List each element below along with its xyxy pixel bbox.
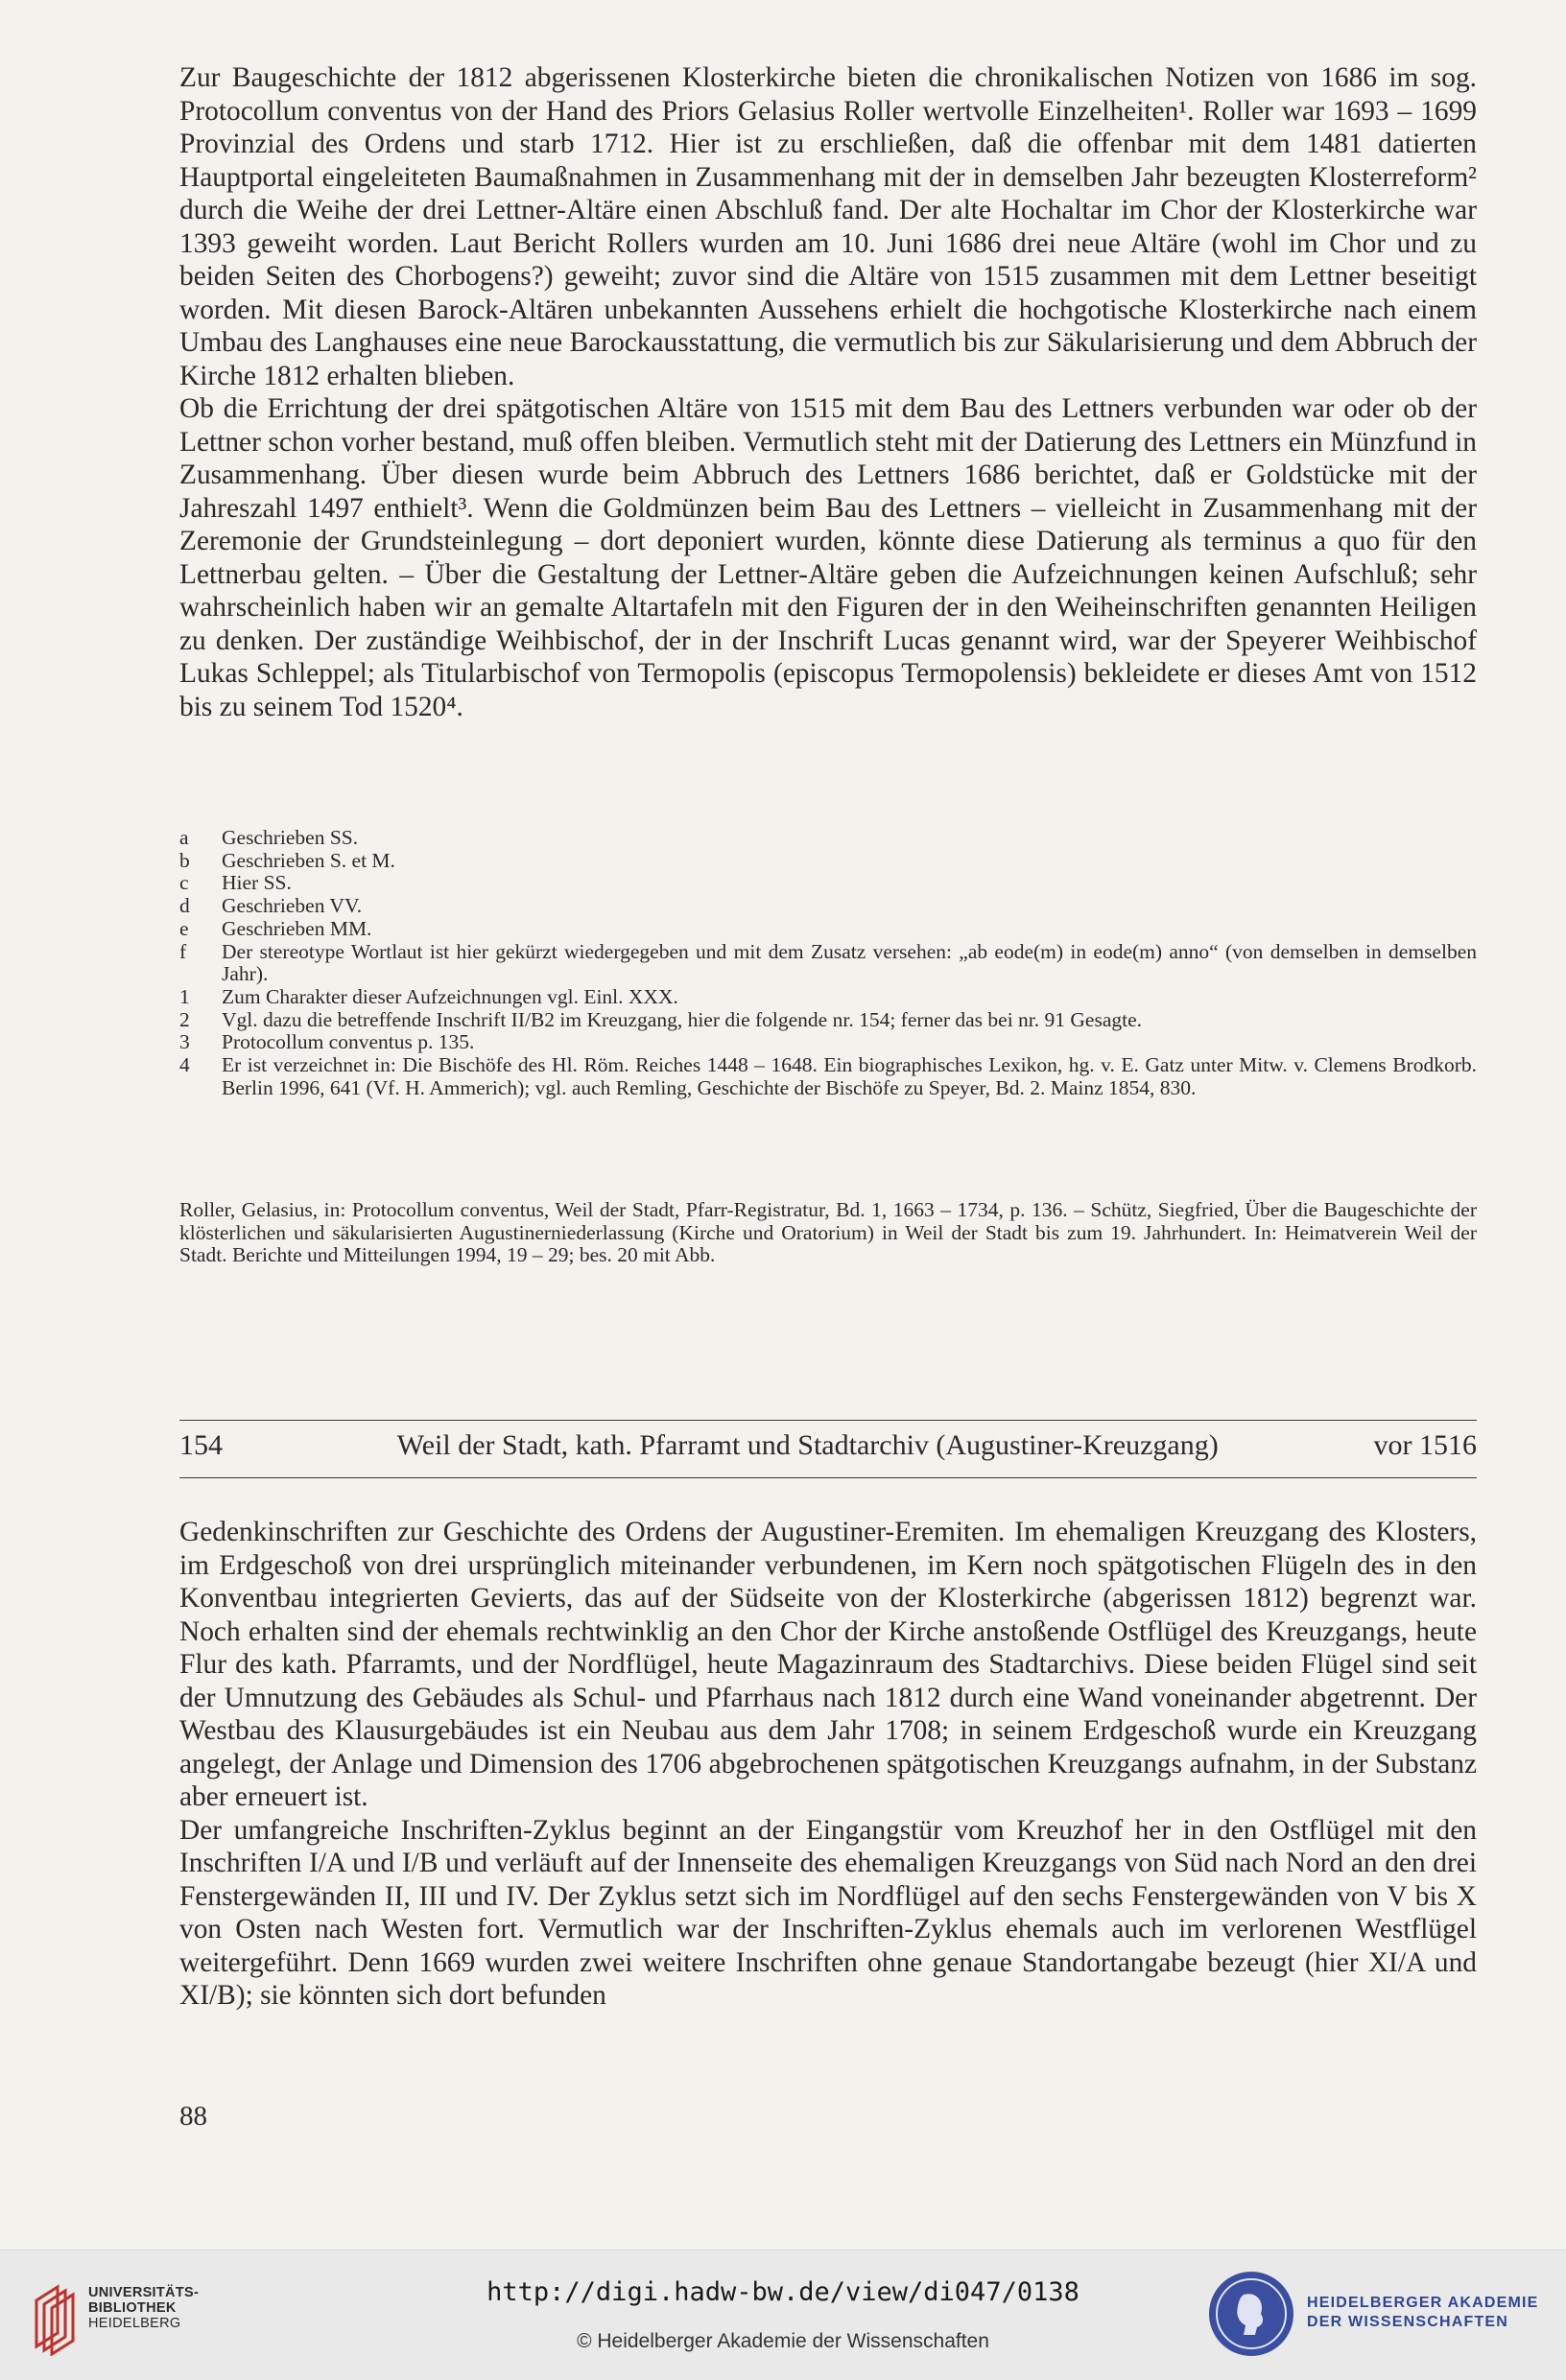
paragraph-gedenkinschriften: Gedenkinschriften zur Geschichte des Ordens der Augustiner-Eremiten. Im ehemaligen Kreuzgang des Klosters, im Erdgeschoß von drei ursprünglich miteinander verbundenen, im Kern noch spätgotischen Flügeln des in den Konventbau integrierten Gevierts, das auf der Südseite von der Klosterkirche (abgerissen 1812) begrenzt war. Noch erhalten sind der ehemals rechtwinklig an den Chor der Kirche anstoßende Ostflügel des Kreuzgangs, heute Flur des kath. Pfarramts, und der Nordflügel, heute Magazinraum des Stadtarchivs. Diese beiden Flügel sind seit der Umnutzung des Gebäudes als Schul- und Pfarrhaus nach 1812 durch eine Wand voneinander abgetrennt. Der Westbau des Klausurgebäudes ist ein Neubau aus dem Jahr 1708; in seinem Erdgeschoß wurde ein Kreuzgang angelegt, der Anlage und Dimension des 1706 abgebrochenen spätgotischen Kreuzgangs aufnahm, in der Substanz aber erneuert ist. bbox=[179, 1517, 1477, 1812]
footnote: b Geschrieben S. et M. bbox=[179, 848, 395, 872]
entry-title: Weil der Stadt, kath. Pfarramt und Stadtarchiv (Augustiner-Kreuzgang) bbox=[396, 1429, 1219, 1461]
footnote: c Hier SS. bbox=[179, 871, 292, 895]
footnote: e Geschrieben MM. bbox=[179, 916, 372, 940]
entry-date: vor 1516 bbox=[1373, 1429, 1477, 1461]
entry-heading bbox=[179, 1429, 1477, 1462]
academy-seal-icon bbox=[1209, 2272, 1293, 2356]
entry-top-rule bbox=[179, 1420, 1477, 1421]
footnote: a Geschrieben SS. bbox=[179, 826, 359, 849]
paragraph-baugeschichte: Zur Baugeschichte der 1812 abgerissenen Klosterkirche bieten die chronikalischen Notizen von 1686 im sog. Protocollum conventus von der Hand des Priors Gelasius Roller wertvolle Einzelheiten¹. Roller war 1693 – 1699 Provinzial des Ordens und starb 1712. Hier ist zu erschließen, daß die offenbar mit dem 1481 datierten Hauptportal eingeleiteten Baumaßnahmen in Zusammenhang mit der in demselben Jahr bezeugten Klosterreform² durch die Weihe der drei Lettner-Altäre einen Abschluß fand. Der alte Hochaltar im Chor der Klosterkirche war 1393 geweiht worden. Laut Bericht Rollers wurden am 10. Juni 1686 drei neue Altäre (wohl im Chor und zu beiden Seiten des Chorbogens?) geweiht; zuvor sind die Altäre von 1515 zusammen mit dem Lettner beseitigt worden. Mit diesen Barock-Altären unbekannten Aussehens erhielt die hochgotische Klosterkirche nach einem Umbau des Langhauses eine neue Barockausstattung, die vermutlich bis zur Säkularisierung und dem Abbruch der Kirche 1812 erhalten blieben. bbox=[179, 62, 1477, 391]
paragraph-zyklus: Der umfangreiche Inschriften-Zyklus beginnt an der Eingangstür vom Kreuzhof her in den Ostflügel mit den Inschriften I/A und I/B und verläuft auf der Innenseite des ehemaligen Kreuzgangs von Süd nach Nord an den drei Fenstergewänden II, III und IV. Der Zyklus setzt sich im Nordflügel auf den sechs Fenstergewänden von V bis X von Osten nach Westen fort. Vermutlich war der Inschriften-Zyklus ehemals auch im verlorenen Westflügel weitergeführt. Denn 1669 wurden zwei weitere Inschriften ohne genaue Standortangabe bezeugt (hier XI/A und XI/B); sie könnten sich dort befunden bbox=[179, 1814, 1477, 2011]
page-number: 88 bbox=[179, 2101, 207, 2132]
academy-name: HEIDELBERGER AKADEMIE DER WISSENSCHAFTEN bbox=[1307, 2295, 1539, 2330]
paragraph-lettner: Ob die Errichtung der drei spätgotischen Altäre von 1515 mit dem Bau des Lettners verbunden war oder ob der Lettner schon vorher bestand, muß offen bleiben. Vermutlich steht mit der Datierung des Lettners ein Münzfund in Zusammenhang. Über diesen wurde beim Abbruch des Lettners 1686 berichtet, daß er Goldstücke mit der Jahreszahl 1497 enthielt³. Wenn die Goldmünzen beim Bau des Lettners – vielleicht in Zusammenhang mit der Zeremonie der Grundsteinlegung – dort deponiert wurden, könnte diese Datierung als terminus a quo für den Lettnerbau gelten. – Über die Gestaltung der Lettner-Altäre geben die Aufzeichnungen keinen Aufschluß; sehr wahrscheinlich haben wir an gemalte Altartafeln mit den Figuren der in den Weiheinschriften genannten Heiligen zu denken. Der zuständige Weihbischof, der in der Inschrift Lucas genannt wird, war der Speyerer Weihbischof Lukas Schleppel; als Titularbischof von Termopolis (episcopus Termopolensis) bekleidete er dieses Amt von 1512 bis zu seinem Tod 1520⁴. bbox=[179, 393, 1477, 722]
lower-text bbox=[179, 1516, 1477, 2013]
bibliography: Roller, Gelasius, in: Protocollum conventus, Weil der Stadt, Pfarr-Registratur, Bd. 1, 1663 – 1734, p. 136. – Schütz, Siegfried, Über die Baugeschichte der klösterlichen und säkularisierten Augustinerniederlassung (Kirche und Oratorium) in Weil der Stadt bis zum 19. Jahrhundert. In: Heimatverein Weil der Stadt. Berichte und Mitteilungen 1994, 19 – 29; bes. 20 mit Abb. bbox=[179, 1198, 1477, 1267]
footnote: f Der stereotype Wortlaut ist hier gekürzt wiedergegeben und mit dem Zusatz versehen: „ab eode(m) in eode(m) anno“ (von demselben in demselben Jahr). bbox=[179, 939, 1477, 986]
footnote: 3 Protocollum conventus p. 135. bbox=[179, 1030, 475, 1054]
library-name: UNIVERSITÄTS- BIBLIOTHEK HEIDELBERG bbox=[88, 2285, 200, 2331]
entry-number: 154 bbox=[179, 1429, 223, 1461]
viewer-footer bbox=[0, 2250, 1566, 2380]
copyright-notice: © Heidelberger Akademie der Wissenschaften bbox=[577, 2330, 989, 2352]
footnote: 4 Er ist verzeichnet in: Die Bischöfe des Hl. Röm. Reiches 1448 – 1648. Ein biographisches Lexikon, hg. v. E. Gatz unter Mitw. v. Clemens Brodkorb. Berlin 1996, 641 (Vf. H. Ammerich); vgl. auch Remling, Geschichte der Bischöfe zu Speyer, Bd. 2. Mainz 1854, 830. bbox=[179, 1053, 1477, 1099]
footnote: d Geschrieben VV. bbox=[179, 894, 363, 918]
entry-bottom-rule bbox=[179, 1477, 1477, 1478]
permalink-url[interactable]: http://digi.hadw-bw.de/view/di047/0138 bbox=[486, 2277, 1080, 2307]
footnote: 1 Zum Charakter dieser Aufzeichnungen vgl. Einl. XXX. bbox=[179, 984, 678, 1008]
footnotes bbox=[179, 827, 1477, 1099]
upper-text bbox=[179, 61, 1477, 723]
footnote: 2 Vgl. dazu die betreffende Inschrift II/B2 im Kreuzgang, hier die folgende nr. 154; ferner das bei nr. 91 Gesagte. bbox=[179, 1007, 1143, 1031]
